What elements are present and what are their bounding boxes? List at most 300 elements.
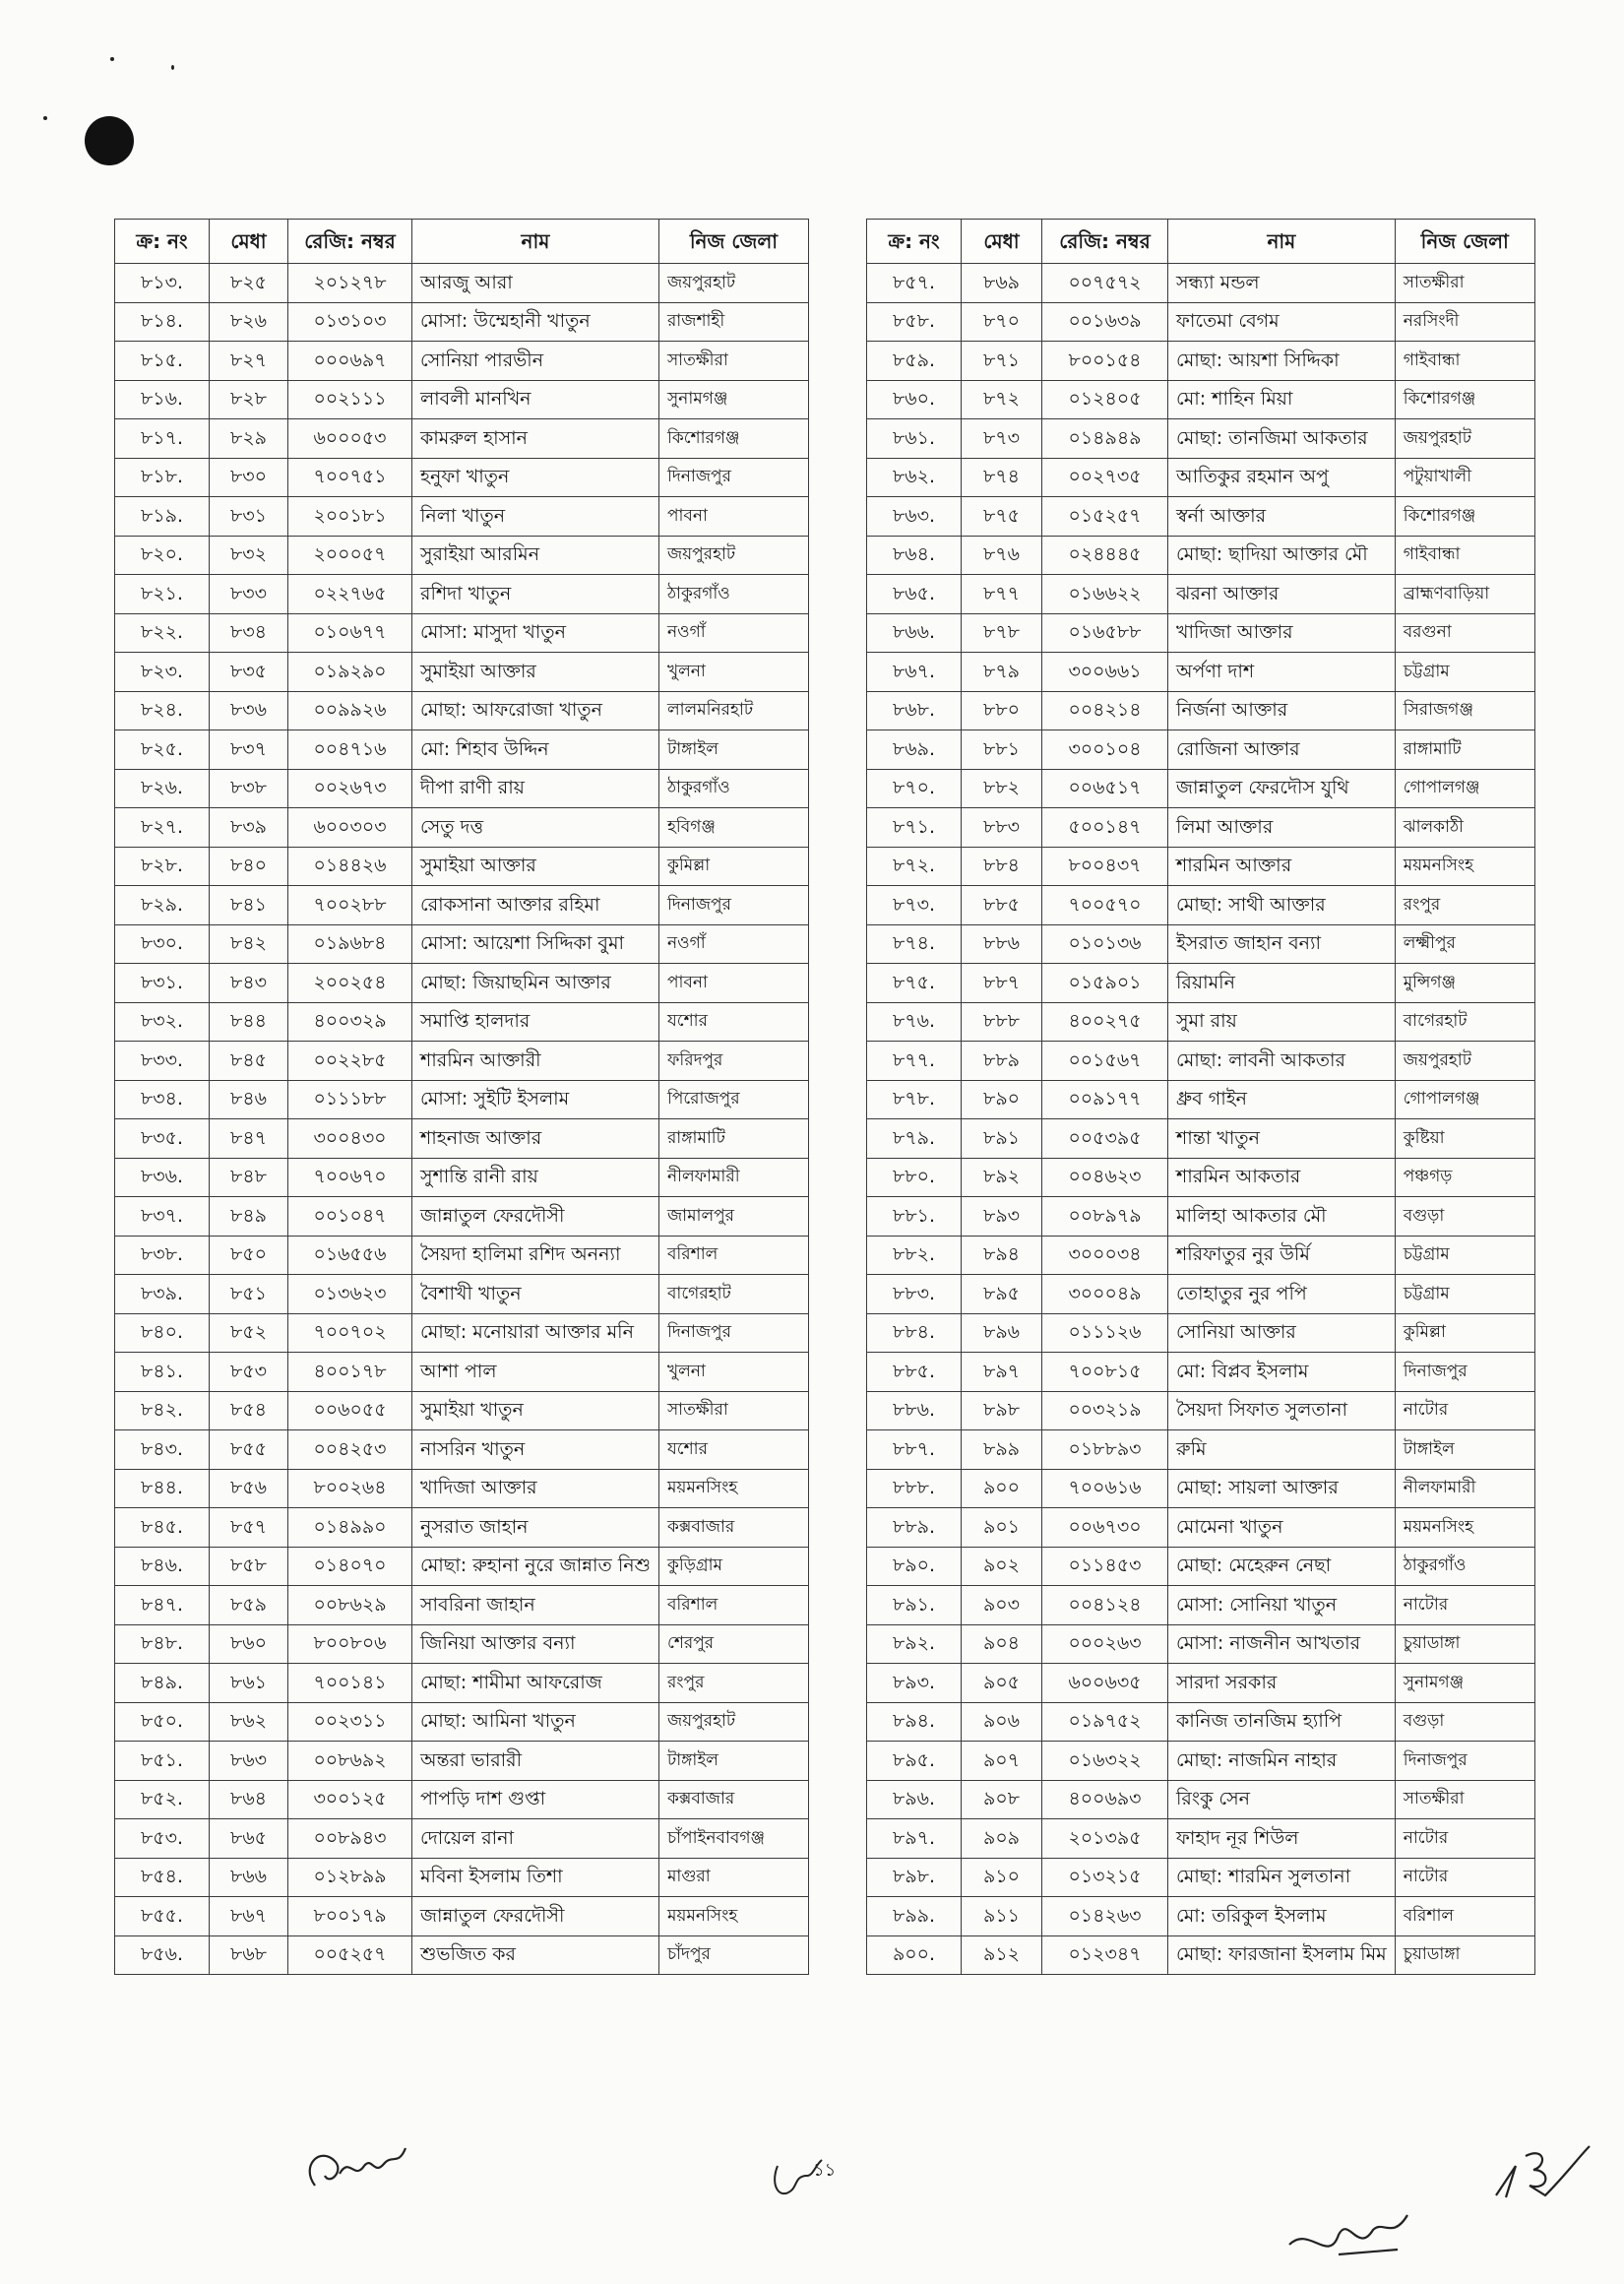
serial-cell: ৮৪৩. bbox=[115, 1430, 210, 1470]
district-cell: চট্টগ্রাম bbox=[1395, 1275, 1534, 1314]
name-cell: জান্নাতুল ফেরদৌস যুথি bbox=[1168, 769, 1396, 808]
district-cell: ময়মনসিংহ bbox=[658, 1897, 808, 1936]
table-row bbox=[867, 1275, 1535, 1314]
serial-cell: ৮৩৫. bbox=[115, 1119, 210, 1159]
district-cell: গাইবান্ধা bbox=[1395, 536, 1534, 575]
serial-cell: ৮৮১. bbox=[867, 1197, 962, 1237]
district-cell: নাটোর bbox=[1395, 1586, 1534, 1625]
merit-cell: ৮৩৫ bbox=[210, 653, 288, 692]
district-cell: কক্সবাজার bbox=[658, 1508, 808, 1548]
district-cell: ময়মনসিংহ bbox=[658, 1469, 808, 1508]
name-cell: সুরাইয়া আরমিন bbox=[412, 536, 659, 575]
reg-no-cell: ০০৪৬২৩ bbox=[1042, 1158, 1168, 1197]
district-cell: জয়পুরহাট bbox=[1395, 1042, 1534, 1081]
district-cell: রংপুর bbox=[658, 1664, 808, 1703]
scan-speck bbox=[171, 65, 174, 70]
merit-cell: ৮৯১ bbox=[962, 1119, 1042, 1159]
table-row bbox=[867, 653, 1535, 692]
merit-cell: ৮৭৯ bbox=[962, 653, 1042, 692]
table-row bbox=[867, 691, 1535, 730]
serial-cell: ৮৪১. bbox=[115, 1353, 210, 1392]
name-cell: দীপা রাণী রায় bbox=[412, 769, 659, 808]
reg-no-cell: ০০২৬৭৩ bbox=[288, 769, 412, 808]
table-row bbox=[867, 1002, 1535, 1042]
district-cell: বাগেরহাট bbox=[658, 1275, 808, 1314]
reg-no-cell: ০১৬৬২২ bbox=[1042, 575, 1168, 614]
district-cell: জয়পুরহাট bbox=[658, 536, 808, 575]
name-cell: পাপড়ি দাশ গুপ্তা bbox=[412, 1780, 659, 1819]
table-row bbox=[115, 264, 809, 303]
reg-no-header: রেজি: নম্বর bbox=[1042, 220, 1168, 264]
reg-no-cell: ০০৮৯৭৯ bbox=[1042, 1197, 1168, 1237]
table-row bbox=[867, 1624, 1535, 1664]
district-cell: নরসিংদী bbox=[1395, 302, 1534, 342]
name-cell: মোছা: শারমিন সুলতানা bbox=[1168, 1858, 1396, 1897]
merit-cell: ৮৭৭ bbox=[962, 575, 1042, 614]
name-cell: অন্তরা ভারারী bbox=[412, 1742, 659, 1781]
serial-cell: ৮৪৪. bbox=[115, 1469, 210, 1508]
name-cell: মালিহা আকতার মৌ bbox=[1168, 1197, 1396, 1237]
reg-no-cell: ০০২৩১১ bbox=[288, 1702, 412, 1742]
table-row bbox=[115, 886, 809, 925]
reg-no-cell: ০০৬৫১৭ bbox=[1042, 769, 1168, 808]
reg-no-cell: ০১৩৬২৩ bbox=[288, 1275, 412, 1314]
name-cell: রশিদা খাতুন bbox=[412, 575, 659, 614]
name-cell: মোছা: লাবনী আকতার bbox=[1168, 1042, 1396, 1081]
reg-no-cell: ০১৬৩২২ bbox=[1042, 1742, 1168, 1781]
table-row bbox=[115, 847, 809, 886]
table-row bbox=[867, 419, 1535, 459]
table-row bbox=[115, 1819, 809, 1859]
reg-no-cell: ০০১৬৩৯ bbox=[1042, 302, 1168, 342]
scan-speck bbox=[110, 57, 114, 61]
reg-no-cell: ০০৪২৫৩ bbox=[288, 1430, 412, 1470]
right-table-container bbox=[866, 219, 1535, 1975]
district-cell: জয়পুরহাট bbox=[658, 1702, 808, 1742]
serial-cell: ৮৫১. bbox=[115, 1742, 210, 1781]
table-row bbox=[115, 1236, 809, 1275]
serial-cell: ৮৭৫. bbox=[867, 964, 962, 1003]
table-row bbox=[867, 1508, 1535, 1548]
reg-no-cell: ০১৩২১৫ bbox=[1042, 1858, 1168, 1897]
table-row bbox=[115, 1508, 809, 1548]
merit-cell: ৮৪৮ bbox=[210, 1158, 288, 1197]
table-row bbox=[867, 1197, 1535, 1237]
serial-cell: ৮৭১. bbox=[867, 808, 962, 848]
serial-cell: ৮১৪. bbox=[115, 302, 210, 342]
name-cell: নুসরাত জাহান bbox=[412, 1508, 659, 1548]
district-cell: ব্রাহ্মণবাড়িয়া bbox=[1395, 575, 1534, 614]
merit-cell: ৮২৭ bbox=[210, 342, 288, 381]
reg-no-cell: ০০২১১১ bbox=[288, 380, 412, 419]
serial-cell: ৮১৮. bbox=[115, 458, 210, 497]
reg-no-cell: ৩০০০৩৪ bbox=[1042, 1236, 1168, 1275]
serial-cell: ৮২২. bbox=[115, 613, 210, 653]
table-row bbox=[115, 1080, 809, 1119]
name-cell: মোসা: নাজনীন আখতার bbox=[1168, 1624, 1396, 1664]
table-row bbox=[115, 1119, 809, 1159]
serial-cell: ৮১৫. bbox=[115, 342, 210, 381]
merit-cell: ৮৫৯ bbox=[210, 1586, 288, 1625]
reg-no-header: রেজি: নম্বর bbox=[288, 220, 412, 264]
name-cell: মোসা: সোনিয়া খাতুন bbox=[1168, 1586, 1396, 1625]
table-row bbox=[115, 1742, 809, 1781]
table-row bbox=[867, 575, 1535, 614]
serial-cell: ৮৮৮. bbox=[867, 1469, 962, 1508]
name-cell: মোছা: আফরোজা খাতুন bbox=[412, 691, 659, 730]
reg-no-cell: ০০৪১২৪ bbox=[1042, 1586, 1168, 1625]
left-table-container bbox=[114, 219, 809, 1975]
serial-cell: ৮৭৩. bbox=[867, 886, 962, 925]
serial-cell: ৮৬২. bbox=[867, 458, 962, 497]
table-row bbox=[115, 1430, 809, 1470]
merit-cell: ৮৪৬ bbox=[210, 1080, 288, 1119]
table-row bbox=[115, 808, 809, 848]
district-cell: গাইবান্ধা bbox=[1395, 342, 1534, 381]
name-cell: আতিকুর রহমান অপু bbox=[1168, 458, 1396, 497]
table-row bbox=[115, 1897, 809, 1936]
serial-cell: ৮৯৮. bbox=[867, 1858, 962, 1897]
district-cell: কিশোরগঞ্জ bbox=[1395, 380, 1534, 419]
reg-no-cell: ২০০২৫৪ bbox=[288, 964, 412, 1003]
serial-cell: ৮৬০. bbox=[867, 380, 962, 419]
district-cell: সুনামগঞ্জ bbox=[658, 380, 808, 419]
merit-cell: ৮৭৮ bbox=[962, 613, 1042, 653]
serial-cell: ৮৩৭. bbox=[115, 1197, 210, 1237]
name-cell: মো: শিহাব উদ্দিন bbox=[412, 730, 659, 770]
reg-no-cell: ৪০০৬৯৩ bbox=[1042, 1780, 1168, 1819]
table-row bbox=[115, 1586, 809, 1625]
serial-cell: ৮৫৪. bbox=[115, 1858, 210, 1897]
merit-cell: ৮৪০ bbox=[210, 847, 288, 886]
merit-cell: ৮৪৯ bbox=[210, 1197, 288, 1237]
reg-no-cell: ৫০০১৪৭ bbox=[1042, 808, 1168, 848]
table-row bbox=[867, 1042, 1535, 1081]
name-cell: মোসা: আয়েশা সিদ্দিকা বুমা bbox=[412, 924, 659, 964]
name-cell: লাবলী মানখিন bbox=[412, 380, 659, 419]
reg-no-cell: ০০৪২১৪ bbox=[1042, 691, 1168, 730]
district-cell: বগুড়া bbox=[1395, 1702, 1534, 1742]
name-cell: মোছা: নাজমিন নাহার bbox=[1168, 1742, 1396, 1781]
left-merit-table bbox=[114, 219, 809, 1975]
district-cell: পটুয়াখালী bbox=[1395, 458, 1534, 497]
merit-cell: ৮৫৬ bbox=[210, 1469, 288, 1508]
serial-cell: ৮৬৪. bbox=[867, 536, 962, 575]
district-cell: ফরিদপুর bbox=[658, 1042, 808, 1081]
district-cell: সাতক্ষীরা bbox=[1395, 1780, 1534, 1819]
name-cell: দোয়েল রানা bbox=[412, 1819, 659, 1859]
merit-cell: ৮৭৬ bbox=[962, 536, 1042, 575]
reg-no-cell: ৬০০০৫৩ bbox=[288, 419, 412, 459]
reg-no-cell: ৪০০৩২৯ bbox=[288, 1002, 412, 1042]
table-row bbox=[867, 847, 1535, 886]
serial-cell: ৮৪৬. bbox=[115, 1547, 210, 1586]
signature-left bbox=[295, 2126, 423, 2205]
table-row bbox=[867, 1742, 1535, 1781]
serial-cell: ৮৮৬. bbox=[867, 1391, 962, 1430]
name-cell: সৈয়দা হালিমা রশিদ অনন্যা bbox=[412, 1236, 659, 1275]
district-cell: যশোর bbox=[658, 1430, 808, 1470]
serial-cell: ৮৮২. bbox=[867, 1236, 962, 1275]
name-cell: সারদা সরকার bbox=[1168, 1664, 1396, 1703]
table-row bbox=[867, 886, 1535, 925]
name-cell: নাসরিন খাতুন bbox=[412, 1430, 659, 1470]
district-cell: টাঙ্গাইল bbox=[1395, 1430, 1534, 1470]
merit-cell: ৯০২ bbox=[962, 1547, 1042, 1586]
signature-right-bottom bbox=[1280, 2205, 1417, 2274]
merit-cell: ৮৬২ bbox=[210, 1702, 288, 1742]
district-cell: চুয়াডাঙ্গা bbox=[1395, 1624, 1534, 1664]
serial-cell: ৮৩৯. bbox=[115, 1275, 210, 1314]
merit-cell: ৯০১ bbox=[962, 1508, 1042, 1548]
reg-no-cell: ২০১৩৯৫ bbox=[1042, 1819, 1168, 1859]
serial-cell: ৮৩৪. bbox=[115, 1080, 210, 1119]
district-cell: টাঙ্গাইল bbox=[658, 1742, 808, 1781]
name-cell: জান্নাতুল ফেরদৌসী bbox=[412, 1897, 659, 1936]
name-cell: জান্নাতুল ফেরদৌসী bbox=[412, 1197, 659, 1237]
name-cell: শাহনাজ আক্তার bbox=[412, 1119, 659, 1159]
district-cell: ঠাকুরগাঁও bbox=[658, 575, 808, 614]
name-cell: নিলা খাতুন bbox=[412, 497, 659, 537]
name-cell: বৈশাখী খাতুন bbox=[412, 1275, 659, 1314]
district-cell: বরিশাল bbox=[658, 1586, 808, 1625]
table-row bbox=[115, 1002, 809, 1042]
district-cell: ঠাকুরগাঁও bbox=[1395, 1547, 1534, 1586]
reg-no-cell: ০০৭৫৭২ bbox=[1042, 264, 1168, 303]
table-row bbox=[867, 924, 1535, 964]
merit-cell: ৮৭১ bbox=[962, 342, 1042, 381]
table-row bbox=[867, 497, 1535, 537]
serial-cell: ৮৬৫. bbox=[867, 575, 962, 614]
merit-cell: ৮৫৭ bbox=[210, 1508, 288, 1548]
district-cell: মাগুরা bbox=[658, 1858, 808, 1897]
serial-cell: ৮৫৭. bbox=[867, 264, 962, 303]
serial-cell: ৮২৪. bbox=[115, 691, 210, 730]
table-row bbox=[867, 613, 1535, 653]
district-cell: দিনাজপুর bbox=[658, 1313, 808, 1353]
serial-cell: ৮৪০. bbox=[115, 1313, 210, 1353]
table-row bbox=[115, 302, 809, 342]
serial-cell: ৮৯৬. bbox=[867, 1780, 962, 1819]
merit-cell: ৮৮৭ bbox=[962, 964, 1042, 1003]
name-cell: শান্তা খাতুন bbox=[1168, 1119, 1396, 1159]
table-row bbox=[115, 536, 809, 575]
name-cell: শুভজিত কর bbox=[412, 1935, 659, 1975]
table-row bbox=[867, 1897, 1535, 1936]
merit-cell: ৮৬৭ bbox=[210, 1897, 288, 1936]
serial-cell: ৮৬৮. bbox=[867, 691, 962, 730]
reg-no-cell: ৮০০২৬৪ bbox=[288, 1469, 412, 1508]
serial-cell: ৮৩৬. bbox=[115, 1158, 210, 1197]
serial-cell: ৮৫০. bbox=[115, 1702, 210, 1742]
serial-cell: ৮৭৪. bbox=[867, 924, 962, 964]
merit-cell: ৮৬৬ bbox=[210, 1858, 288, 1897]
name-cell: ধ্রুব গাইন bbox=[1168, 1080, 1396, 1119]
table-row bbox=[867, 1313, 1535, 1353]
serial-cell: ৯০০. bbox=[867, 1935, 962, 1975]
merit-cell: ৮২৬ bbox=[210, 302, 288, 342]
reg-no-cell: ৩০০১২৫ bbox=[288, 1780, 412, 1819]
reg-no-cell: ০১০৬৭৭ bbox=[288, 613, 412, 653]
reg-no-cell: ০০৬৭৩০ bbox=[1042, 1508, 1168, 1548]
table-row bbox=[867, 1080, 1535, 1119]
merit-cell: ৮৮৮ bbox=[962, 1002, 1042, 1042]
left-table-body bbox=[115, 264, 809, 1975]
district-cell: পাবনা bbox=[658, 964, 808, 1003]
serial-cell: ৮৭৬. bbox=[867, 1002, 962, 1042]
name-cell: মোছা: রুহানা নুরে জান্নাত নিশু bbox=[412, 1547, 659, 1586]
district-cell: রাঙ্গামাটি bbox=[658, 1119, 808, 1159]
merit-cell: ৮৭৪ bbox=[962, 458, 1042, 497]
serial-cell: ৮৮৯. bbox=[867, 1508, 962, 1548]
serial-cell: ৮৭৭. bbox=[867, 1042, 962, 1081]
name-cell: ঝরনা আক্তার bbox=[1168, 575, 1396, 614]
name-cell: রোকসানা আক্তার রহিমা bbox=[412, 886, 659, 925]
right-table-body bbox=[867, 264, 1535, 1975]
district-cell: সুনামগঞ্জ bbox=[1395, 1664, 1534, 1703]
merit-cell: ৮৩৪ bbox=[210, 613, 288, 653]
reg-no-cell: ০১১৪৫৩ bbox=[1042, 1547, 1168, 1586]
table-row bbox=[115, 1780, 809, 1819]
name-cell: মোছা: সাথী আক্তার bbox=[1168, 886, 1396, 925]
merit-cell: ৮৪৭ bbox=[210, 1119, 288, 1159]
table-row bbox=[867, 769, 1535, 808]
merit-cell: ৮৯৫ bbox=[962, 1275, 1042, 1314]
reg-no-cell: ০০১৫৬৭ bbox=[1042, 1042, 1168, 1081]
name-cell: সোনিয়া আক্তার bbox=[1168, 1313, 1396, 1353]
table-row bbox=[115, 691, 809, 730]
reg-no-cell: ৬০০৩০৩ bbox=[288, 808, 412, 848]
serial-cell: ৮৪৮. bbox=[115, 1624, 210, 1664]
district-cell: টাঙ্গাইল bbox=[658, 730, 808, 770]
name-cell: মোছা: আমিনা খাতুন bbox=[412, 1702, 659, 1742]
name-header: নাম bbox=[412, 220, 659, 264]
name-cell: সুমা রায় bbox=[1168, 1002, 1396, 1042]
reg-no-cell: ০২২৭৬৫ bbox=[288, 575, 412, 614]
district-cell: ময়মনসিংহ bbox=[1395, 847, 1534, 886]
name-cell: মোছা: মেহেরুন নেছা bbox=[1168, 1547, 1396, 1586]
merit-cell: ৯১১ bbox=[962, 1897, 1042, 1936]
district-header: নিজ জেলা bbox=[658, 220, 808, 264]
reg-no-cell: ৪০০১৭৮ bbox=[288, 1353, 412, 1392]
reg-no-cell: ০১৪৪২৬ bbox=[288, 847, 412, 886]
reg-no-cell: ৭০০৬৭০ bbox=[288, 1158, 412, 1197]
merit-cell: ৮৮৯ bbox=[962, 1042, 1042, 1081]
serial-cell: ৮২৫. bbox=[115, 730, 210, 770]
serial-cell: ৮৯৪. bbox=[867, 1702, 962, 1742]
reg-no-cell: ৩০০৬৬১ bbox=[1042, 653, 1168, 692]
merit-cell: ৮৮২ bbox=[962, 769, 1042, 808]
serial-cell: ৮৫৩. bbox=[115, 1819, 210, 1859]
reg-no-cell: ২০০০৫৭ bbox=[288, 536, 412, 575]
serial-cell: ৮৫৫. bbox=[115, 1897, 210, 1936]
name-cell: শারমিন আকতার bbox=[1168, 1158, 1396, 1197]
table-row bbox=[867, 1391, 1535, 1430]
serial-cell: ৮৩০. bbox=[115, 924, 210, 964]
table-row bbox=[115, 1158, 809, 1197]
merit-cell: ৮৯২ bbox=[962, 1158, 1042, 1197]
serial-cell: ৮২৩. bbox=[115, 653, 210, 692]
table-row bbox=[115, 458, 809, 497]
district-cell: চট্টগ্রাম bbox=[1395, 653, 1534, 692]
reg-no-cell: ০১৬৫৫৬ bbox=[288, 1236, 412, 1275]
merit-header: মেধা bbox=[962, 220, 1042, 264]
district-cell: পিরোজপুর bbox=[658, 1080, 808, 1119]
district-cell: চাঁদপুর bbox=[658, 1935, 808, 1975]
name-cell: শারমিন আক্তারী bbox=[412, 1042, 659, 1081]
district-cell: নওগাঁ bbox=[658, 924, 808, 964]
serial-cell: ৮৬১. bbox=[867, 419, 962, 459]
district-cell: জয়পুরহাট bbox=[1395, 419, 1534, 459]
district-cell: সাতক্ষীরা bbox=[1395, 264, 1534, 303]
merit-cell: ৮৩২ bbox=[210, 536, 288, 575]
district-cell: নাটোর bbox=[1395, 1819, 1534, 1859]
table-row bbox=[867, 1119, 1535, 1159]
merit-cell: ৯০৮ bbox=[962, 1780, 1042, 1819]
serial-cell: ৮৯০. bbox=[867, 1547, 962, 1586]
name-cell: রিয়ামনি bbox=[1168, 964, 1396, 1003]
name-cell: অর্পণা দাশ bbox=[1168, 653, 1396, 692]
serial-cell: ৮৫৯. bbox=[867, 342, 962, 381]
merit-cell: ৮৭২ bbox=[962, 380, 1042, 419]
punch-hole bbox=[85, 116, 134, 165]
district-cell: সাতক্ষীরা bbox=[658, 342, 808, 381]
serial-cell: ৮২৮. bbox=[115, 847, 210, 886]
merit-cell: ৮৬১ bbox=[210, 1664, 288, 1703]
table-row bbox=[867, 264, 1535, 303]
district-cell: বগুড়া bbox=[1395, 1197, 1534, 1237]
district-cell: চাঁপাইনবাবগঞ্জ bbox=[658, 1819, 808, 1859]
table-row bbox=[867, 1236, 1535, 1275]
table-row bbox=[115, 419, 809, 459]
name-cell: আশা পাল bbox=[412, 1353, 659, 1392]
table-row bbox=[115, 1391, 809, 1430]
name-cell: সুমাইয়া খাতুন bbox=[412, 1391, 659, 1430]
district-cell: কিশোরগঞ্জ bbox=[658, 419, 808, 459]
reg-no-cell: ০০২২৮৫ bbox=[288, 1042, 412, 1081]
merit-cell: ৮৬৮ bbox=[210, 1935, 288, 1975]
reg-no-cell: ০১৯৬৮৪ bbox=[288, 924, 412, 964]
reg-no-cell: ০০৮৬৯২ bbox=[288, 1742, 412, 1781]
merit-cell: ৯১২ bbox=[962, 1935, 1042, 1975]
reg-no-cell: ০১৪০৭০ bbox=[288, 1547, 412, 1586]
right-merit-table bbox=[866, 219, 1535, 1975]
reg-no-cell: ০১১১২৬ bbox=[1042, 1313, 1168, 1353]
name-cell: হনুফা খাতুন bbox=[412, 458, 659, 497]
merit-cell: ৮৯৭ bbox=[962, 1353, 1042, 1392]
serial-cell: ৮৬৯. bbox=[867, 730, 962, 770]
serial-cell: ৮৯২. bbox=[867, 1624, 962, 1664]
merit-cell: ৮৩০ bbox=[210, 458, 288, 497]
serial-cell: ৮২৬. bbox=[115, 769, 210, 808]
merit-cell: ৯০৫ bbox=[962, 1664, 1042, 1703]
merit-cell: ৮৪৩ bbox=[210, 964, 288, 1003]
reg-no-cell: ০১৪৯৪৯ bbox=[1042, 419, 1168, 459]
merit-cell: ৯০৬ bbox=[962, 1702, 1042, 1742]
merit-cell: ৮৮৩ bbox=[962, 808, 1042, 848]
merit-cell: ৮৫৩ bbox=[210, 1353, 288, 1392]
district-cell: রাজশাহী bbox=[658, 302, 808, 342]
name-cell: মোছা: মনোয়ারা আক্তার মনি bbox=[412, 1313, 659, 1353]
table-row bbox=[867, 302, 1535, 342]
merit-cell: ৮৭৫ bbox=[962, 497, 1042, 537]
table-row bbox=[867, 1353, 1535, 1392]
name-cell: লিমা আক্তার bbox=[1168, 808, 1396, 848]
reg-no-cell: ০০৮৬২৯ bbox=[288, 1586, 412, 1625]
merit-cell: ৮৭৩ bbox=[962, 419, 1042, 459]
table-row bbox=[867, 1780, 1535, 1819]
name-cell: স্বর্না আক্তার bbox=[1168, 497, 1396, 537]
